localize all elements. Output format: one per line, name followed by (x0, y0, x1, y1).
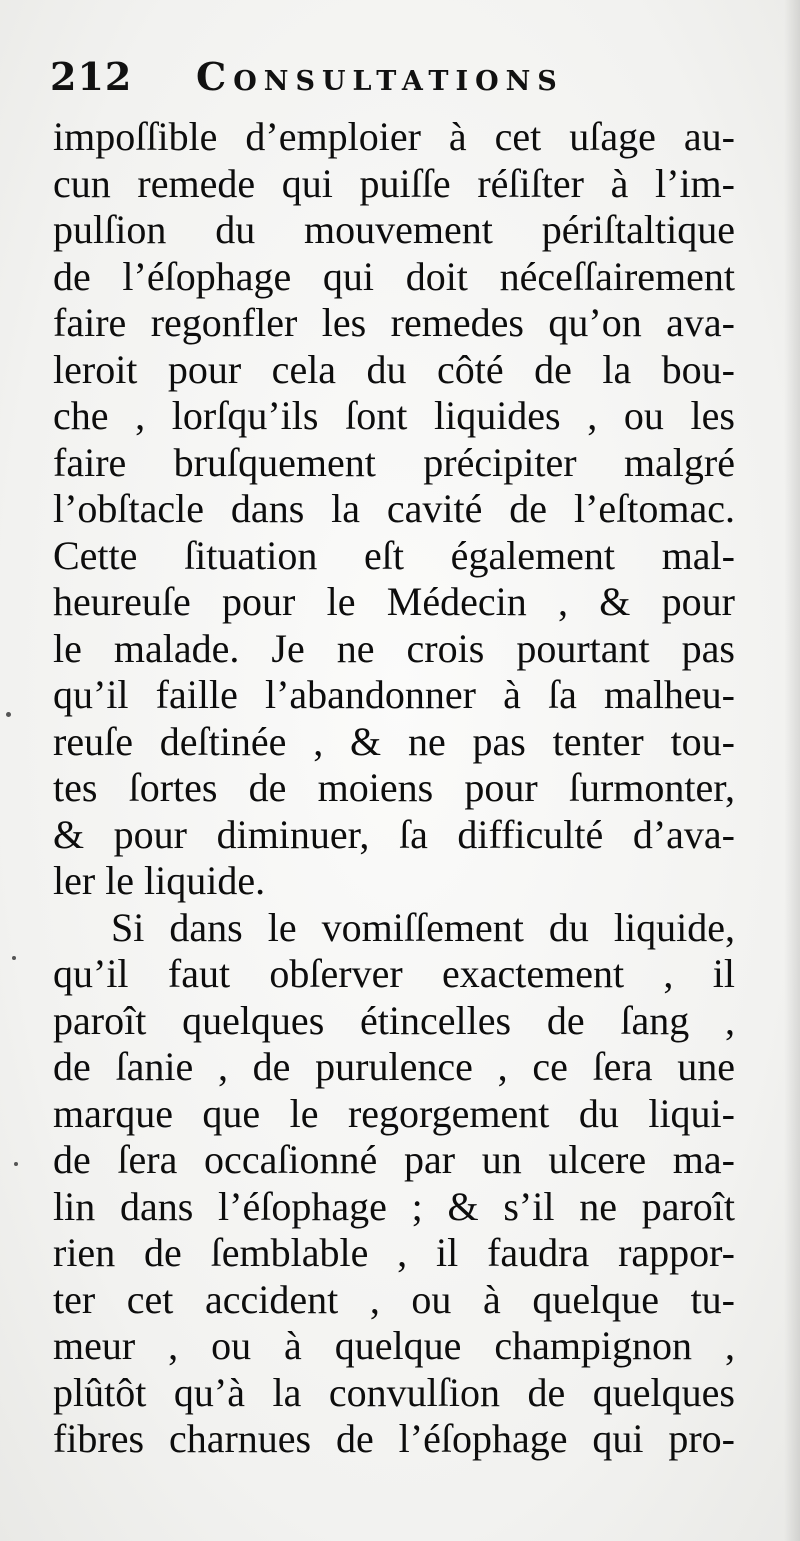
text-line: rien de ſemblable , il faudra rappor- (53, 1230, 735, 1275)
text-line: de ſera occaſionné par un ulcere ma- (53, 1137, 735, 1182)
text-line: faire bruſquement précipiter malgré (53, 439, 735, 485)
text-line: heureuſe pour le Médecin , & pour (53, 579, 735, 624)
text-line: ler le liquide. (53, 858, 266, 903)
text-line: de ſanie , de purulence , ce ſera une (53, 1044, 735, 1089)
page-edge-shadow (784, 0, 800, 1541)
paragraph-1 (53, 114, 735, 905)
body-text (53, 114, 735, 1463)
paragraph-2 (53, 905, 735, 1463)
text-line: leroit pour cela du côté de la bou- (53, 346, 735, 392)
ink-speck (12, 956, 16, 960)
text-line: pulſion du mouvement périſtaltique (53, 207, 735, 252)
text-line: ter cet accident , ou à quelque tu- (53, 1276, 735, 1322)
running-head: Consultations (196, 54, 564, 99)
text-line: marque que le regorgement du liqui- (53, 1090, 735, 1136)
text-line: l’obſtacle dans la cavité de l’eſtomac. (53, 486, 735, 531)
text-line: reuſe deſtinée , & ne pas tenter tou- (53, 718, 735, 764)
ink-speck (6, 712, 11, 717)
text-line: de l’éſophage qui doit néceſſairement (53, 253, 735, 299)
text-line: le malade. Je ne crois pourtant pas (53, 625, 735, 671)
page-header (50, 52, 750, 102)
ink-speck (14, 1162, 18, 1166)
text-line: faire regonfler les remedes qu’on ava- (53, 300, 735, 345)
text-line: & pour diminuer, ſa difficulté d’ava- (53, 811, 735, 857)
text-line: meur , ou à quelque champignon , (53, 1323, 735, 1368)
text-line: Cette ſituation eſt également mal- (53, 532, 735, 578)
text-line: Si dans le vomiſſement du liquide, (111, 904, 735, 950)
text-line: cun remede qui puiſſe réſiſter à l’im- (53, 160, 735, 206)
page-number: 212 (50, 54, 133, 99)
text-line: fibres charnues de l’éſophage qui pro- (53, 1416, 735, 1461)
text-line: paroît quelques étincelles de ſang , (53, 997, 735, 1043)
text-line: lin dans l’éſophage ; & s’il ne paroît (53, 1183, 735, 1229)
text-line: qu’il faut obſerver exactement , il (53, 951, 735, 996)
text-line: plûtôt qu’à la convulſion de quelques (53, 1369, 735, 1415)
text-line: impoſſible d’emploier à cet uſage au- (53, 114, 735, 159)
text-line: tes ſortes de moiens pour ſurmonter, (53, 765, 735, 810)
text-line: qu’il faille l’abandonner à ſa malheu- (53, 672, 735, 717)
text-line: che , lorſqu’ils ſont liquides , ou les (53, 393, 735, 438)
